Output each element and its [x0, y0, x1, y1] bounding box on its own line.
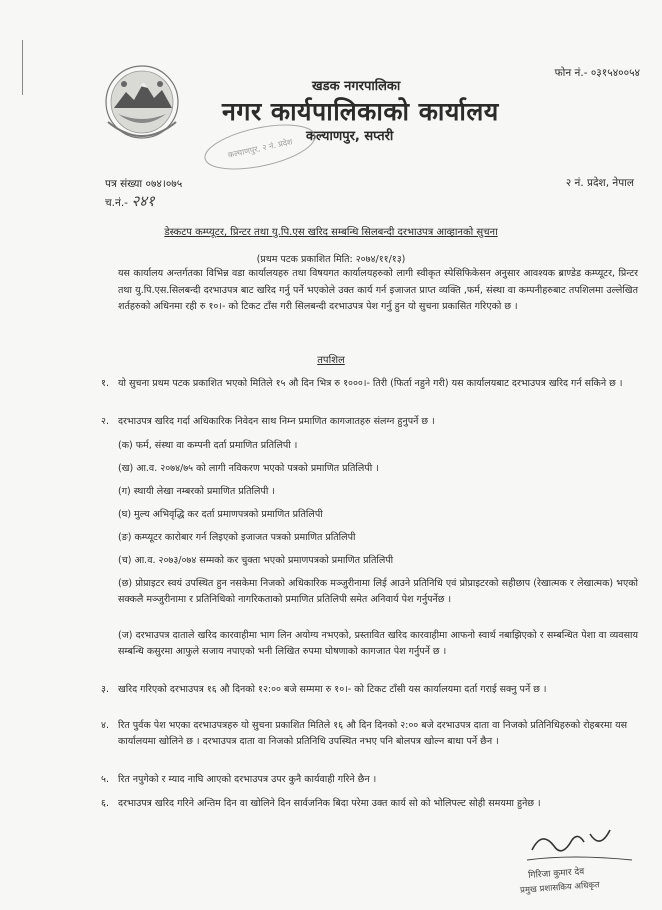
intro-paragraph: यस कार्यालय अन्तर्गतका विभिन्न वडा कार्यालयहरु तथा विषयगत कार्यालयहरुको लागी स्वीकृत स्पेसिफिकेसन अनुसार आवश्यक ब्राण्डेड कम्प्यूटर, प्रिन्टर तथा यु.पि.एस.सिलबन्दी दरभाउपत्र बाट खरिद गर्नु पर्ने भएकोले उक्त कार्य गर्न इजाजत प्राप्त व्यक्ति ,फर्म, संस्था वा कम्पनीहरुबाट तपशिलमा उल्लेखित शर्तहरुको अधिनमा रही रु १०।- को टिकट टाँस गरी सिलबन्दी दरभाउपत्र पेश गर्नु हुन यो सुचना प्रकासित गरिएको छ ।: [118, 268, 638, 312]
item-text: दरभाउपत्र खरिद गर्दा अधिकारिक निवेदन साथ निम्न प्रमाणित कागजातहरु संलग्न हुनुपर्ने छ ।: [118, 416, 435, 427]
letter-reference: [105, 176, 182, 212]
item-text: खरिद गरिएको दरभाउपत्र १६ औ दिनको १२:०० बजे सम्ममा रु १०।- को टिकट टाँसी यस कार्यालयमा दर्ता गराई सक्नु पर्ने छ ।: [118, 684, 547, 695]
dispatch-label: च.नं.-: [105, 197, 128, 209]
item-number: ६.: [101, 798, 109, 809]
item-text: रित नपुगेको र म्याद नाघि आएको दरभाउपत्र उपर कुनै कार्यवाही गरिने छैन ।: [118, 774, 377, 785]
subject-line: [0, 224, 662, 238]
sub-item: (ज) दरभाउपत्र दाताले खरिद कारवाहीमा भाग लिन अयोग्य नभएको, प्रस्तावित खरिद कारवाहीमा आफनो स्वार्थ नबाझिएको र सम्बन्धित पेशा वा व्यवसाय सम्बन्धि कसुरमा आफुले सजाय नपाएको भनी लिखित रुपमा घोषणाको कागजात पेश गर्नुपर्ने छ ।: [118, 630, 638, 657]
details-heading: [0, 352, 662, 366]
item-number: २.: [101, 416, 109, 427]
sub-item: (च) आ.व. २०७३/०७४ सम्मको कर चुक्ता भएको प्रमाणपत्रको प्रमाणित प्रतिलिपी: [118, 555, 394, 566]
ref-number: पत्र संख्या ०७४।०७५: [105, 178, 183, 190]
condition-item: [101, 718, 638, 750]
dispatch-number: २४१: [131, 192, 155, 210]
subject-text: डेस्कटप कम्प्यूटर, प्रिन्टर तथा यु.पि.एस खरिद सम्बन्धि सिलबन्दी दरभाउपत्र आव्हानको सुचना: [164, 227, 498, 238]
condition-item: [101, 796, 638, 812]
details-heading-text: तपशिल: [317, 355, 345, 366]
scan-edge-line: [22, 40, 23, 95]
org-location: कल्याणपुर, सप्तरी: [306, 129, 394, 144]
sub-item: (ख) आ.व. २०७४/७५ को लागी नविकरण भएको पत्रको प्रमाणित प्रतिलिपी ।: [118, 463, 379, 474]
sub-item: (घ) मुल्य अभिवृद्धि कर दर्ता प्रमाणपत्रको प्रमाणित प्रतिलिपी: [118, 509, 323, 520]
sub-item: (ङ) कम्प्यूटर कारोबार गर्न लिइएको इजाजत पत्रको प्रमाणित प्रतिलिपी: [118, 532, 356, 543]
condition-item: [101, 682, 638, 698]
item-number: ४.: [101, 720, 109, 731]
condition-item: [101, 772, 638, 788]
item-text: दरभाउपत्र खरिद गरिने अन्तिम दिन वा खोलिने दिन सार्वजनिक बिदा परेमा उक्त कार्य सो को भोलिपल्ट सोही समयमा हुनेछ ।: [118, 798, 541, 809]
nepal-emblem-icon: [100, 62, 185, 142]
signatory-title: प्रमुख प्रशासकिय अधिकृत: [519, 880, 601, 896]
org-title: नगर कार्यपालिकाको कार्यालय: [222, 97, 499, 126]
stamp-text: कल्याणपुर, २ नं. प्रदेश: [227, 137, 294, 160]
signatory-name: गिरिजा कुमार देव: [527, 867, 585, 881]
condition-item: [101, 376, 638, 392]
published-date: (प्रथम पटक प्रकाशित मिति: २०७४/११/१३): [256, 254, 406, 265]
org-small-name: खडक नगरपालिका: [312, 79, 401, 94]
condition-item: [101, 414, 638, 430]
item-number: १.: [101, 378, 109, 389]
item-text: यो सुचना प्रथम पटक प्रकाशित भएको मितिले १५ औ दिन भित्र रु १०००।- तिरी (फिर्ता नहुने गरी) यस कार्यालयबाट दरभाउपत्र खरिद गर्न सकिने छ ।: [118, 378, 623, 389]
item-number: ५.: [101, 774, 109, 785]
province: २ नं. प्रदेश, नेपाल: [565, 177, 634, 189]
item-number: ३.: [101, 684, 109, 695]
dispatch-line: [105, 193, 182, 212]
sub-item: (क) फर्म, संस्था वा कम्पनी दर्ता प्रमाणित प्रतिलिपी ।: [118, 440, 298, 451]
office-stamp-icon: [197, 113, 324, 182]
sub-item: (छ) प्रोप्राइटर स्वयं उपस्थित हुन नसकेमा निजको अधिकारिक मञ्जुरीनामा लिई आउने प्रतिनिधि एवं प्रोप्राइटरको सहीछाप (रेखात्मक र लेखात्मक) भएको सक्कलै मञ्जुरीनामा र प्रतिनिधिको नागरिकताको प्रमाणित प्रतिलिपी समेत अनिवार्य पेश गर्नुपर्नेछ ।: [118, 578, 638, 605]
sub-item: (ग) स्थायी लेखा नम्बरको प्रमाणित प्रतिलिपी ।: [118, 486, 275, 497]
phone-number: फोन नं.- ०३१५४००५४: [554, 67, 640, 79]
item-text: रित पुर्वक पेश भएका दरभाउपत्रहरु यो सुचना प्रकाशित मितिले १६ औ दिन दिनको २:०० बजे दरभाउपत्र दाता वा निजको प्रतिनिधिहरुको रोहबरमा यस कार्यालयमा खोलिने छ । दरभाउपत्र दाता वा निजको प्रतिनिधि उपस्थित नभए पनि बोलपत्र खोल्न बाधा पर्ने छैन ।: [118, 720, 628, 747]
